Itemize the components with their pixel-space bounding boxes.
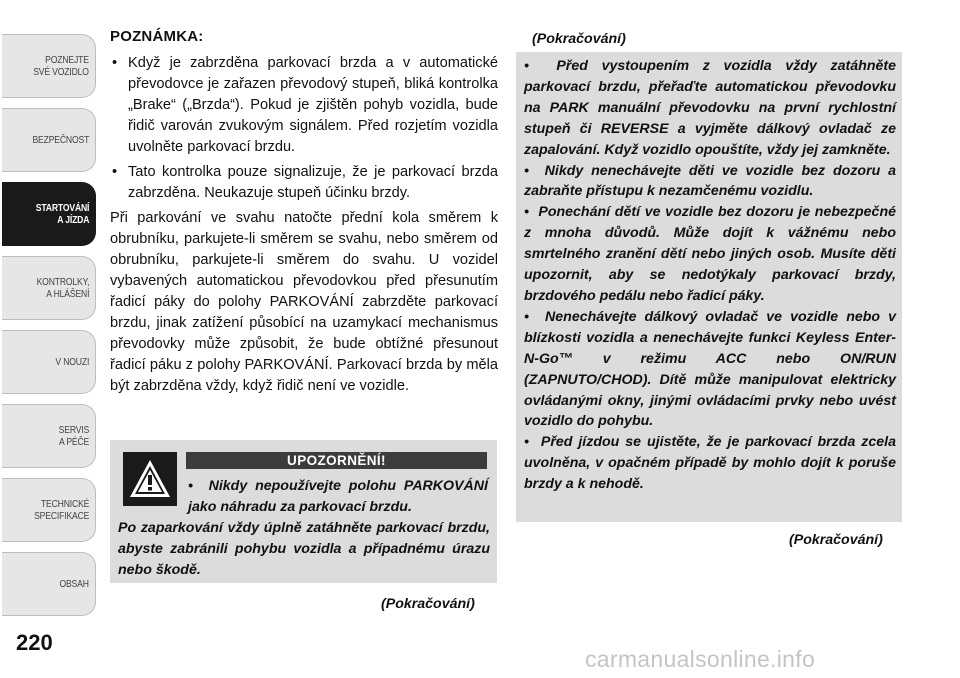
note-bullet [110, 53, 498, 158]
warning-item: • Před jízdou se ujistěte, že je parkovací brzda zcela uvolněna, v opačném případě by mohlo dojít k poruše brzdy a k nehodě. [524, 434, 896, 493]
bullet-dot: • [112, 164, 118, 180]
tab-label: STARTOVÁNÍ A JÍZDA [35, 202, 89, 226]
page-number: 220 [16, 630, 53, 655]
left-column [110, 28, 498, 397]
continued-label: (Pokračování) [381, 596, 475, 612]
warning-box [110, 440, 497, 583]
tab-technicke-specifikace[interactable] [2, 478, 96, 542]
warning-item-text: Ponechání dětí ve vozidle bez dozoru je nebezpečné z mnoha důvodů. Může dojít k vážnému nebo smrtelného zranění dětí nebo jiných osob. Musíte děti upozornit, aby se nedotýkaly parkovací brzdy, brzdového pedálu nebo řadicí páky. [524, 204, 896, 304]
note-title: POZNÁMKA: [110, 28, 204, 45]
chapter-sidebar [0, 0, 98, 640]
body-paragraph: Při parkování ve svahu natočte přední kola směrem k obrubníku, parkujete-li směrem se svahu, nebo směrem od obrubníku, parkujete-li směrem do svahu. U vozidel vybavených automatickou převodovkou před přesunutím řadicí páky do polohy PARKOVÁNÍ zabrzděte parkovací brzdu, jinak zatížení působící na uzamykací mechanismus převodovky může způsobit, že bude obtížné přesunout řadicí páku z polohy PARKOVÁNÍ. Parkovací brzda by měla být zabrzděna vždy, když řidič není ve vozidle. [110, 210, 498, 394]
note-bullet-text: Když je zabrzděna parkovací brzda a v automatické převodovce je zařazen převodový stupeň, bliká kontrolka „Brake“ („Brzda“). Pokud je zjištěn pohyb vozidla, bude řidič varován zvukovým signálem. Před rozjetím vozidla uvolněte parkovací brzdu. [128, 55, 498, 155]
warning-item: • Ponechání dětí ve vozidle bez dozoru je nebezpečné z mnoha důvodů. Může dojít k vážnému nebo smrtelného zranění dětí nebo jiných osob. Musíte děti upozornit, aby se nedotýkaly parkovací brzdy, brzdového pedálu nebo řadicí páky. [524, 204, 896, 304]
warning-item: • Před vystoupením z vozidla vždy zatáhněte parkovací brzdu, přeřaďte automatickou převodovku na PARK manuální převodovku na první rychlostní stupeň či REVERSE a vyjměte dálkový ovladač ze zapalování. Když vozidlo opouštíte, vždy jej zamkněte. [524, 58, 896, 158]
tab-label: POZNEJTE SVÉ VOZIDLO [33, 54, 89, 78]
warning-item-text: Nenechávejte dálkový ovladač ve vozidle nebo v blízkosti vozidla a nenechávejte funkci Keyless Enter-N-Go™ v režimu ACC nebo ON/RUN (ZAPNUTO/CHOD). Dítě může manipulovat elektricky ovládanými okny, jinými ovládacími prvky nebo uvést vozidlo do pohybu. [524, 308, 896, 430]
note-bullet [110, 162, 498, 204]
warning-item: • Nenechávejte dálkový ovladač ve vozidle nebo v blízkosti vozidla a nenechávejte funkci Keyless Enter-N-Go™ v režimu ACC nebo ON/RUN (ZAPNUTO/CHOD). Dítě může manipulovat elektricky ovládanými okny, jinými ovládacími prvky nebo uvést vozidlo do pohybu. [524, 308, 896, 430]
tab-label: KONTROLKY, A HLÁŠENÍ [36, 276, 89, 300]
warning-bullet-text: Nikdy nepoužívejte polohu PARKOVÁNÍ jako náhradu za parkovací brzdu. [188, 478, 488, 515]
tab-obsah[interactable] [2, 552, 96, 616]
tab-kontrolky-a-hlaseni[interactable] [2, 256, 96, 320]
note-bullet-text: Tato kontrolka pouze signalizuje, že je parkovací brzda zabrzděna. Neukazuje stupeň účinku brzdy. [128, 164, 498, 201]
warning-item-text: Před jízdou se ujistěte, že je parkovací brzda zcela uvolněna, v opačném případě by mohlo dojít k poruše brzdy a k nehodě. [524, 434, 896, 493]
continued-header: (Pokračování) [532, 31, 626, 47]
warning-text: Po zaparkování vždy úplně zatáhněte parkovací brzdu, abyste zabránili pohybu vozidla a případnému úrazu nebo škodě. [118, 520, 490, 578]
warning-item-text: Nikdy nenechávejte děti ve vozidle bez dozoru a zabraňte přístupu k nezamčenému vozidlu. [524, 162, 896, 200]
watermark: carmanualsonline.info [585, 646, 816, 672]
tab-servis-a-pece[interactable] [2, 404, 96, 468]
warning-continuation-text [524, 56, 896, 495]
tab-label: BEZPEČNOST [32, 134, 89, 146]
tab-label: OBSAH [59, 578, 89, 590]
bullet-dot: • [112, 55, 118, 71]
warning-continuation-box [516, 52, 902, 522]
warning-triangle-icon [123, 452, 177, 506]
tab-bezpecnost[interactable] [2, 108, 96, 172]
warning-header: UPOZORNĚNÍ! [186, 452, 487, 469]
tab-poznejte-sve-vozidlo[interactable] [2, 34, 96, 98]
tab-label: V NOUZI [55, 356, 89, 368]
warning-bullet: • Nikdy nepoužívejte polohu PARKOVÁNÍ jako náhradu za parkovací brzdu. [188, 478, 488, 515]
tab-label: TECHNICKÉ SPECIFIKACE [33, 498, 89, 522]
tab-v-nouzi[interactable] [2, 330, 96, 394]
warning-item: • Nikdy nenechávejte děti ve vozidle bez dozoru a zabraňte přístupu k nezamčenému vozidlu. [524, 162, 896, 200]
tab-label: SERVIS A PÉČE [58, 424, 89, 448]
warning-item-text: Před vystoupením z vozidla vždy zatáhněte parkovací brzdu, přeřaďte automatickou převodovku na PARK manuální převodovku na první rychlostní stupeň či REVERSE a vyjměte dálkový ovladač ze zapalování. Když vozidlo opouštíte, vždy jej zamkněte. [524, 58, 896, 158]
tab-startovani-a-jizda[interactable] [2, 182, 96, 246]
continued-footer: (Pokračování) [789, 532, 883, 548]
